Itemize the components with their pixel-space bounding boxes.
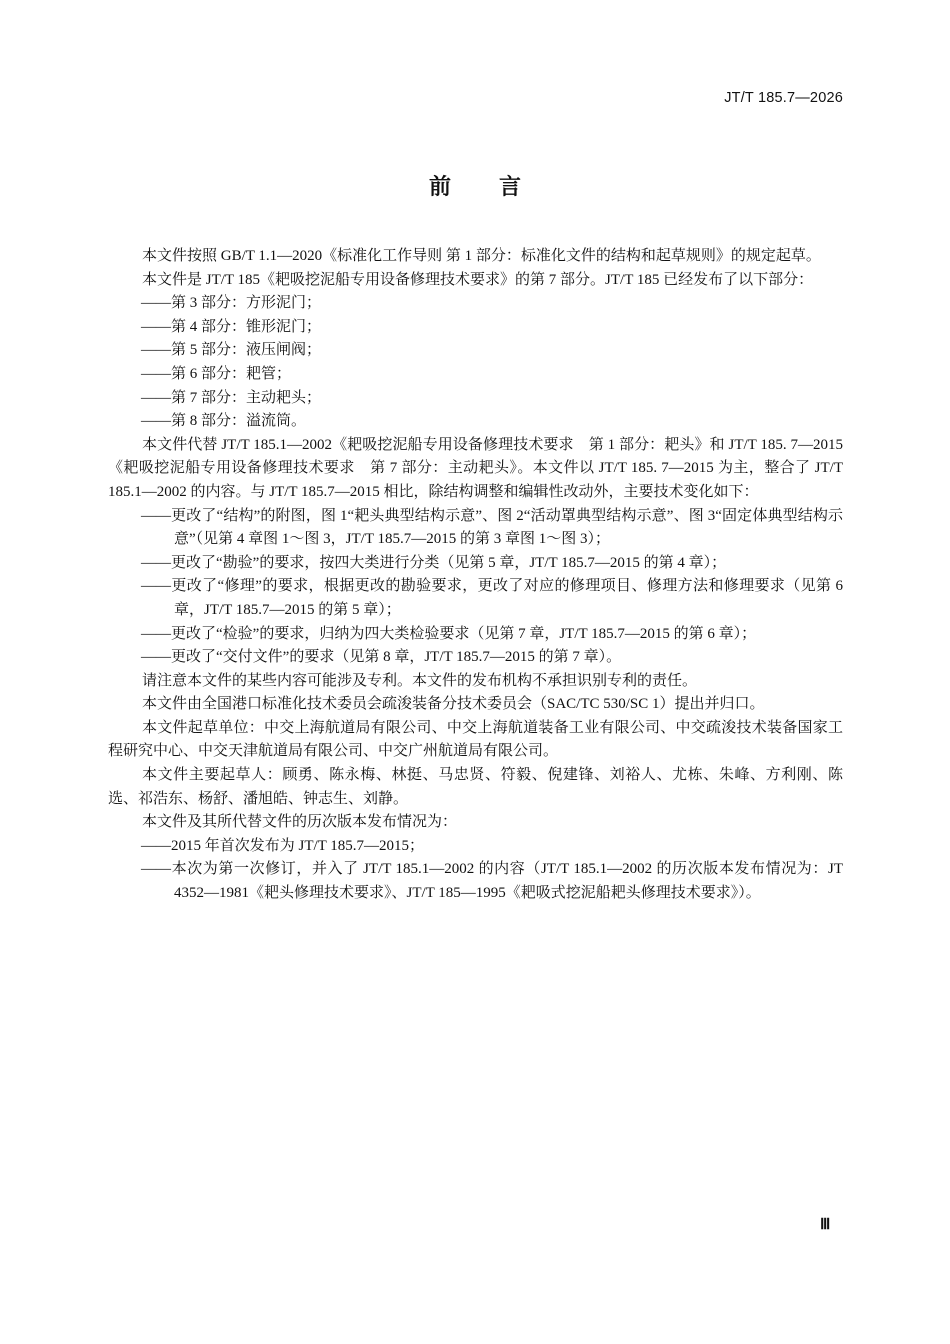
list-item-history: ——本次为第一次修订，并入了 JT/T 185.1—2002 的内容（JT/T 185.1—2002 的历次版本发布情况为：JT 4352—1981《耙头修理技术要求》、JT/T 185—1995《耙吸式挖泥船耙头修理技术要求》）。	[141, 861, 843, 902]
list-item-part: ——第 4 部分：锥形泥门；	[141, 318, 322, 335]
paragraph-history-intro: 本文件及其所代替文件的历次版本发布情况为：	[142, 814, 458, 831]
list-item-change: ——更改了“勘验”的要求，按四大类进行分类（见第 5 章，JT/T 185.7—2015 的第 4 章）；	[141, 554, 727, 571]
list-item-change: ——更改了“结构”的附图，图 1“耙头典型结构示意”、图 2“活动罩典型结构示意”、图 3“固定体典型结构示意”（见第 4 章图 1～图 3，JT/T 185.7—2015 的第 3 章图 1～图 3）；	[141, 507, 843, 548]
page-number: Ⅲ	[820, 1217, 831, 1233]
list-item-change: ——更改了“交付文件”的要求（见第 8 章，JT/T 185.7—2015 的第 7 章）。	[141, 649, 622, 666]
paragraph-part-intro: 本文件是 JT/T 185《耙吸挖泥船专用设备修理技术要求》的第 7 部分。JT/T 185 已经发布了以下部分：	[142, 271, 814, 288]
paragraph-patent-notice: 请注意本文件的某些内容可能涉及专利。本文件的发布机构不承担识别专利的责任。	[142, 672, 698, 689]
list-item-change: ——更改了“检验”的要求，归纳为四大类检验要求（见第 7 章，JT/T 185.7—2015 的第 6 章）；	[141, 625, 757, 642]
page-title	[0, 170, 950, 201]
standard-code: JT/T 185.7—2026	[724, 90, 843, 106]
list-item-change: ——更改了“修理”的要求，根据更改的勘验要求，更改了对应的修理项目、修理方法和修理要求（见第 6 章，JT/T 185.7—2015 的第 5 章）；	[141, 578, 843, 618]
list-item-part: ——第 5 部分：液压闸阀；	[141, 342, 322, 359]
list-item-part: ——第 3 部分：方形泥门；	[141, 295, 322, 312]
title-char-2: 言	[499, 175, 522, 200]
paragraph-drafting-rules: 本文件按照 GB/T 1.1—2020《标准化工作导则 第 1 部分：标准化文件的结构和起草规则》的规定起草。	[142, 248, 821, 264]
title-char-1: 前	[428, 175, 451, 200]
paragraph-replaces: 本文件代替 JT/T 185.1—2002《耙吸挖泥船专用设备修理技术要求 第 1 部分：耙头》和 JT/T 185. 7—2015《耙吸挖泥船专用设备修理技术要求 第 7 部分：主动耙头》。本文件以 JT/T 185. 7—2015 为主，整合了 JT/T 185.1—2002 的内容。与 JT/T 185.7—2015 相比，除结构调整和编辑性改动外，主要技术变化如下：	[108, 436, 843, 500]
foreword-body	[108, 245, 843, 906]
list-item-part: ——第 7 部分：主动耙头；	[141, 389, 322, 406]
list-item-part: ——第 6 部分：耙管；	[141, 365, 292, 382]
paragraph-committee: 本文件由全国港口标准化技术委员会疏浚装备分技术委员会（SAC/TC 530/SC 1）提出并归口。	[142, 696, 765, 713]
list-item-part: ——第 8 部分：溢流筒。	[141, 413, 307, 430]
paragraph-drafters: 本文件主要起草人：顾勇、陈永梅、林挺、马忠贤、符毅、倪建锋、刘裕人、尤栋、朱峰、方利刚、陈选、祁浩东、杨舒、潘旭皓、钟志生、刘静。	[108, 767, 843, 807]
paragraph-drafting-units: 本文件起草单位：中交上海航道局有限公司、中交上海航道装备工业有限公司、中交疏浚技术装备国家工程研究中心、中交天津航道局有限公司、中交广州航道局有限公司。	[108, 719, 843, 760]
list-item-history: ——2015 年首次发布为 JT/T 185.7—2015；	[141, 837, 425, 854]
